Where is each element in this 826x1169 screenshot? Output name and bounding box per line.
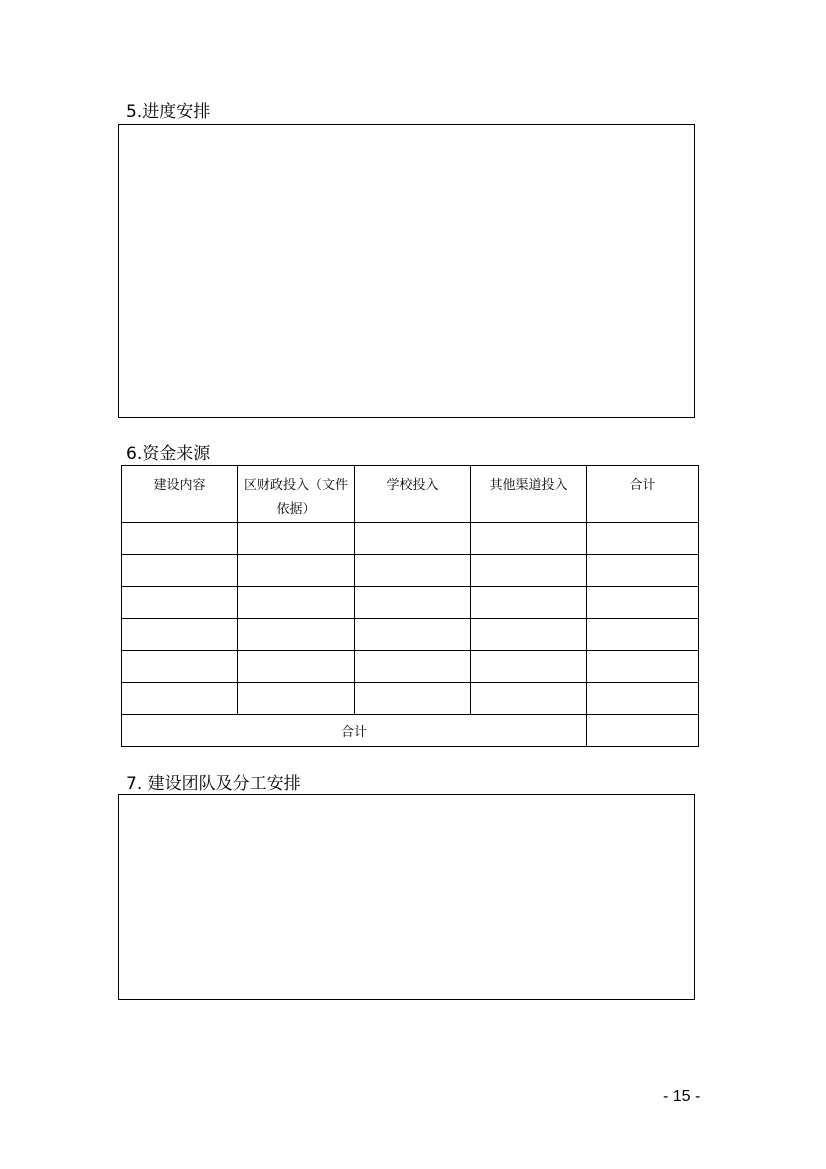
total-label: 合计	[122, 715, 587, 747]
page-number: - 15 -	[663, 1088, 701, 1105]
header-district-finance: 区财政投入（文件依据）	[238, 466, 355, 523]
table-cell[interactable]	[471, 683, 587, 715]
table-cell[interactable]	[587, 651, 699, 683]
header-total: 合计	[587, 466, 699, 523]
table-cell[interactable]	[355, 683, 471, 715]
table-cell[interactable]	[587, 523, 699, 555]
section-5-title: 5.进度安排	[126, 102, 211, 122]
total-value-cell[interactable]	[587, 715, 699, 747]
table-cell[interactable]	[122, 651, 238, 683]
funding-table	[121, 465, 699, 747]
table-cell[interactable]	[122, 619, 238, 651]
table-cell[interactable]	[238, 619, 355, 651]
table-cell[interactable]	[122, 587, 238, 619]
table-cell[interactable]	[587, 619, 699, 651]
funding-header-row	[122, 466, 699, 523]
header-other-channels: 其他渠道投入	[471, 466, 587, 523]
table-cell[interactable]	[122, 523, 238, 555]
schedule-text-box[interactable]	[118, 124, 695, 418]
table-cell[interactable]	[587, 587, 699, 619]
header-content: 建设内容	[122, 466, 238, 523]
table-row	[122, 523, 699, 555]
header-school-input: 学校投入	[355, 466, 471, 523]
table-cell[interactable]	[238, 523, 355, 555]
table-row	[122, 619, 699, 651]
section-6-title: 6.资金来源	[126, 444, 211, 464]
total-row	[122, 715, 699, 747]
table-cell[interactable]	[238, 555, 355, 587]
table-cell[interactable]	[471, 523, 587, 555]
table-cell[interactable]	[471, 587, 587, 619]
table-cell[interactable]	[122, 683, 238, 715]
table-row	[122, 683, 699, 715]
table-cell[interactable]	[355, 523, 471, 555]
table-cell[interactable]	[471, 619, 587, 651]
table-cell[interactable]	[471, 555, 587, 587]
section-7-title: 7. 建设团队及分工安排	[126, 774, 301, 794]
table-cell[interactable]	[122, 555, 238, 587]
table-row	[122, 555, 699, 587]
table-cell[interactable]	[587, 555, 699, 587]
table-row	[122, 651, 699, 683]
table-cell[interactable]	[355, 651, 471, 683]
table-cell[interactable]	[238, 651, 355, 683]
table-cell[interactable]	[355, 555, 471, 587]
table-cell[interactable]	[471, 651, 587, 683]
table-cell[interactable]	[238, 587, 355, 619]
table-cell[interactable]	[587, 683, 699, 715]
table-cell[interactable]	[355, 619, 471, 651]
table-cell[interactable]	[355, 587, 471, 619]
team-text-box[interactable]	[118, 794, 695, 1000]
table-row	[122, 587, 699, 619]
table-cell[interactable]	[238, 683, 355, 715]
